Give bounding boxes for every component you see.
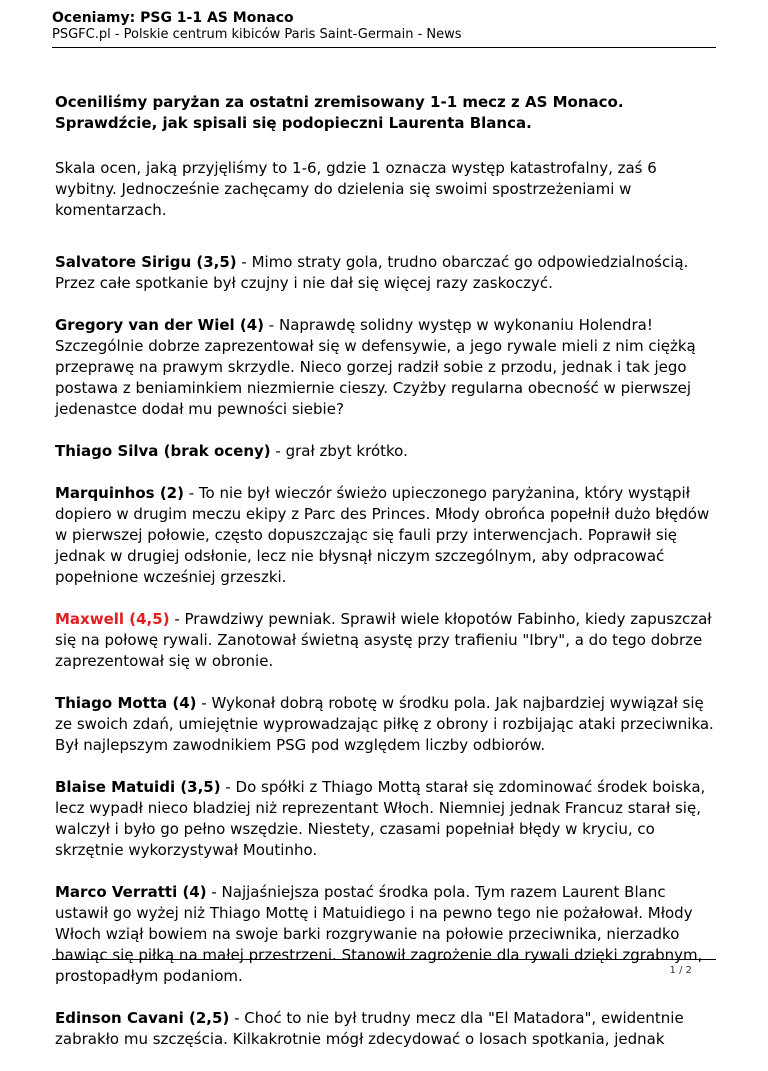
- player-name: Thiago Silva (brak oceny): [55, 442, 271, 460]
- article-body: [55, 92, 715, 1071]
- rating-entry-matuidi: [55, 777, 715, 861]
- player-name: Gregory van der Wiel (4): [55, 316, 265, 334]
- player-comment: - Naprawdę solidny występ w wykonaniu Holendra! Szczególnie dobrze zaprezentował się w defensywie, a jego rywale mieli z nim ciężką przeprawę na prawym skrzydle. Nieco gorzej radził sobie z przodu, jednak i tak jego postawa z beniaminkiem niezmiernie cieszy. Czyżby regularna obecność w pierwszej jedenastce dodał mu pewności siebie?: [55, 316, 696, 418]
- rating-entry-sirigu: [55, 252, 715, 294]
- player-comment: - grał zbyt krótko.: [270, 442, 408, 460]
- rating-entry-marquinhos: [55, 483, 715, 588]
- player-name: Blaise Matuidi (3,5): [55, 778, 221, 796]
- player-name: Marquinhos (2): [55, 484, 184, 502]
- player-comment: - Najjaśniejsza postać środka pola. Tym razem Laurent Blanc ustawił go wyżej niż Thiago Mottę i Matuidiego i na pewno tego nie pożałował. Młody Włoch wziął bowiem na swoje barki rozgrywanie na połowie przeciwnika, nierzadko bawiąc się piłką na małej przestrzeni. Stanowił zagrożenie dla rywali dzięki zgrabnym, prostopadłym podaniom.: [55, 883, 703, 985]
- player-comment: - To nie był wieczór świeżo upieczonego paryżanina, który wystąpił dopiero w drugim meczu ekipy z Parc des Princes. Młody obrońca popełnił dużo błędów w pierwszej połowie, często dopuszczając się fauli przy interwencjach. Poprawił się jednak w drugiej odsłonie, lecz nie błysnął niczym szczególnym, aby odpracować popełnione wcześniej grzeszki.: [55, 484, 710, 586]
- player-comment: - Wykonał dobrą robotę w środku pola. Jak najbardziej wywiązał się ze swoich zdań, umiejętnie wyprowadzając piłkę z obrony i rozbijając ataki przeciwnika. Był najlepszym zawodnikiem PSG pod względem liczby odbiorów.: [55, 694, 714, 754]
- player-comment: - Choć to nie był trudny mecz dla "El Matadora", ewidentnie zabrakło mu szczęścia. Kilkakrotnie mógł zdecydować o losach spotkania, jednak: [55, 1009, 684, 1048]
- footer-divider: [52, 959, 716, 960]
- player-comment: - Prawdziwy pewniak. Sprawił wiele kłopotów Fabinho, kiedy zapuszczał się na połowę rywali. Zanotował świetną asystę przy trafieniu "Ibry", a do tego dobrze zaprezentował się w obronie.: [55, 610, 712, 670]
- player-name: Thiago Motta (4): [55, 694, 197, 712]
- header-divider: [52, 47, 716, 48]
- player-name: Salvatore Sirigu (3,5): [55, 253, 237, 271]
- document-title: Oceniamy: PSG 1-1 AS Monaco: [52, 10, 294, 26]
- rating-scale-intro: Skala ocen, jaką przyjęliśmy to 1-6, gdzie 1 oznacza występ katastrofalny, zaś 6 wybitny. Jednocześnie zachęcamy do dzielenia się swoimi spostrzeżeniami w komentarzach.: [55, 159, 657, 219]
- player-comment: - Mimo straty gola, trudno obarczać go odpowiedzialnością. Przez całe spotkanie był czujny i nie dał się więcej razy zaskoczyć.: [55, 253, 689, 292]
- player-name: Edinson Cavani (2,5): [55, 1009, 230, 1027]
- article-lead: Oceniliśmy paryżan za ostatni zremisowany 1-1 mecz z AS Monaco. Sprawdźcie, jak spisali się podopieczni Laurenta Blanca.: [55, 93, 624, 132]
- rating-entry-cavani: [55, 1008, 715, 1050]
- site-name: PSGFC.pl - Polskie centrum kibiców Paris Saint-Germain - News: [52, 27, 462, 42]
- rating-entry-maxwell: [55, 609, 715, 672]
- page-number: 1 / 2: [669, 965, 692, 976]
- rating-entry-thiago-silva: [55, 441, 715, 462]
- rating-entry-van-der-wiel: [55, 315, 715, 420]
- player-name: Marco Verratti (4): [55, 883, 207, 901]
- rating-entry-verratti: [55, 882, 715, 987]
- document-header: [52, 10, 716, 43]
- player-name-highlighted: Maxwell (4,5): [55, 610, 170, 628]
- rating-entry-thiago-motta: [55, 693, 715, 756]
- player-comment: - Do spółki z Thiago Mottą starał się zdominować środek boiska, lecz wypadł nieco bladziej niż reprezentant Włoch. Niemniej jednak Francuz starał się, walczył i było go pełno wszędzie. Niestety, czasami popełniał błędy w kryciu, co skrzętnie wykorzystywał Moutinho.: [55, 778, 706, 859]
